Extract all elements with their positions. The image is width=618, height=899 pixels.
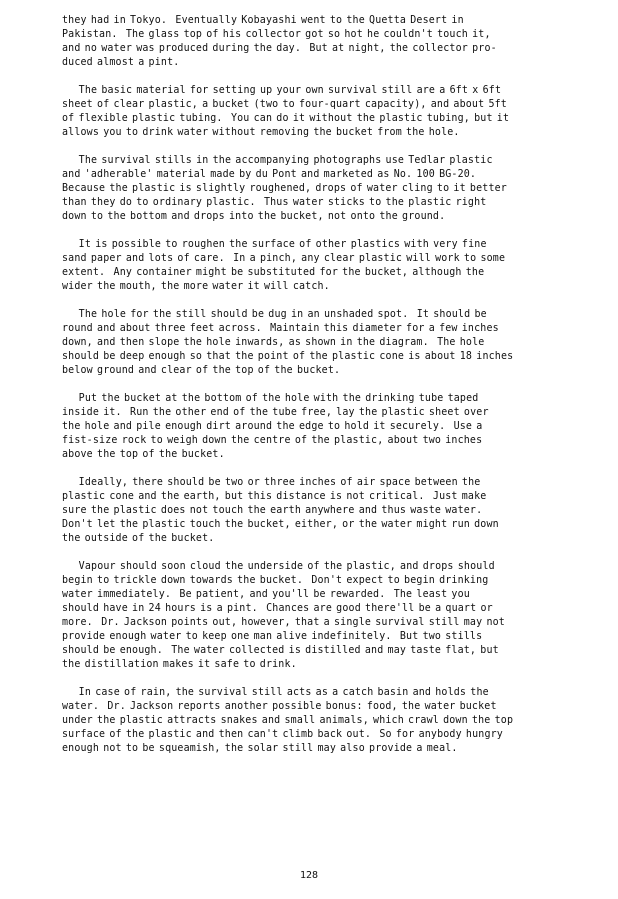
body-text bbox=[62, 14, 592, 770]
text-line: than they do to ordinary plastic. Thus water sticks to the plastic right bbox=[62, 196, 487, 209]
text-line: below ground and clear of the top of the bucket. bbox=[62, 364, 341, 377]
text-line: should be deep enough so that the point of the plastic cone is about 18 inches bbox=[62, 350, 514, 363]
text-line: the outside of the bucket. bbox=[62, 532, 215, 545]
text-line: sand paper and lots of care. In a pinch, any clear plastic will work to some bbox=[62, 252, 506, 265]
text-line: duced almost a pint. bbox=[62, 56, 180, 69]
text-line: begin to trickle down towards the bucket. Don't expect to begin drinking bbox=[62, 574, 489, 587]
text-line: water immediately. Be patient, and you'll be rewarded. The least you bbox=[62, 588, 470, 601]
text-line: Ideally, there should be two or three inches of air space between the bbox=[62, 476, 481, 489]
text-line: and no water was produced during the day. But at night, the collector pro- bbox=[62, 42, 497, 55]
text-line: Because the plastic is slightly roughened, drops of water cling to it better bbox=[62, 182, 507, 195]
text-line: the hole and pile enough dirt around the edge to hold it securely. Use a bbox=[62, 420, 483, 433]
paragraph bbox=[62, 14, 592, 70]
text-line: down to the bottom and drops into the bucket, not onto the ground. bbox=[62, 210, 446, 223]
paragraph bbox=[62, 686, 592, 756]
text-line: fist-size rock to weigh down the centre of the plastic, about two inches bbox=[62, 434, 483, 447]
text-line: Pakistan. The glass top of his collector got so hot he couldn't touch it, bbox=[62, 28, 491, 41]
text-line: water. Dr. Jackson reports another possible bonus: food, the water bucket bbox=[62, 700, 497, 713]
text-line: above the top of the bucket. bbox=[62, 448, 225, 461]
text-line: should be enough. The water collected is distilled and may taste flat, but bbox=[62, 644, 499, 657]
page-number: 128 bbox=[299, 870, 319, 881]
text-line: The basic material for setting up your own survival still are a 6ft x 6ft bbox=[62, 84, 502, 97]
text-line: down, and then slope the hole inwards, as shown in the diagram. The hole bbox=[62, 336, 485, 349]
text-line: sheet of clear plastic, a bucket (two to four-quart capacity), and about 5ft bbox=[62, 98, 507, 111]
text-line: should have in 24 hours is a pint. Chances are good there'll be a quart or bbox=[62, 602, 493, 615]
text-line: of flexible plastic tubing. You can do it without the plastic tubing, but it bbox=[62, 112, 510, 125]
text-line: The survival stills in the accompanying photographs use Tedlar plastic bbox=[62, 154, 493, 167]
text-line: wider the mouth, the more water it will catch. bbox=[62, 280, 330, 293]
text-line: they had in Tokyo. Eventually Kobayashi went to the Quetta Desert in bbox=[62, 14, 464, 27]
text-line: round and about three feet across. Maintain this diameter for a few inches bbox=[62, 322, 499, 335]
text-line: Vapour should soon cloud the underside of the plastic, and drops should bbox=[62, 560, 495, 573]
text-line: surface of the plastic and then can't climb back out. So for anybody hungry bbox=[62, 728, 503, 741]
paragraph bbox=[62, 84, 592, 140]
text-line: sure the plastic does not touch the earth anywhere and thus waste water. bbox=[62, 504, 483, 517]
paragraph bbox=[62, 238, 592, 294]
text-line: and 'adherable' material made by du Pont and marketed as No. 100 BG-20. bbox=[62, 168, 477, 181]
text-line: provide enough water to keep one man alive indefinitely. But two stills bbox=[62, 630, 483, 643]
text-line: inside it. Run the other end of the tube free, lay the plastic sheet over bbox=[62, 406, 489, 419]
text-line: more. Dr. Jackson points out, however, that a single survival still may not bbox=[62, 616, 505, 629]
text-line: Put the bucket at the bottom of the hole with the drinking tube taped bbox=[62, 392, 479, 405]
paragraph bbox=[62, 476, 592, 546]
text-line: Don't let the plastic touch the bucket, either, or the water might run down bbox=[62, 518, 499, 531]
text-line: It is possible to roughen the surface of other plastics with very fine bbox=[62, 238, 487, 251]
text-line: plastic cone and the earth, but this distance is not critical. Just make bbox=[62, 490, 487, 503]
paragraph bbox=[62, 560, 592, 672]
paragraph bbox=[62, 154, 592, 224]
paragraph bbox=[62, 392, 592, 462]
text-line: enough not to be squeamish, the solar still may also provide a meal. bbox=[62, 742, 458, 755]
text-line: allows you to drink water without removing the bucket from the hole. bbox=[62, 126, 460, 139]
text-line: extent. Any container might be substituted for the bucket, although the bbox=[62, 266, 485, 279]
text-line: the distillation makes it safe to drink. bbox=[62, 658, 297, 671]
text-line: under the plastic attracts snakes and small animals, which crawl down the top bbox=[62, 714, 514, 727]
text-line: In case of rain, the survival still acts as a catch basin and holds the bbox=[62, 686, 489, 699]
text-line: The hole for the still should be dug in an unshaded spot. It should be bbox=[62, 308, 487, 321]
paragraph bbox=[62, 308, 592, 378]
